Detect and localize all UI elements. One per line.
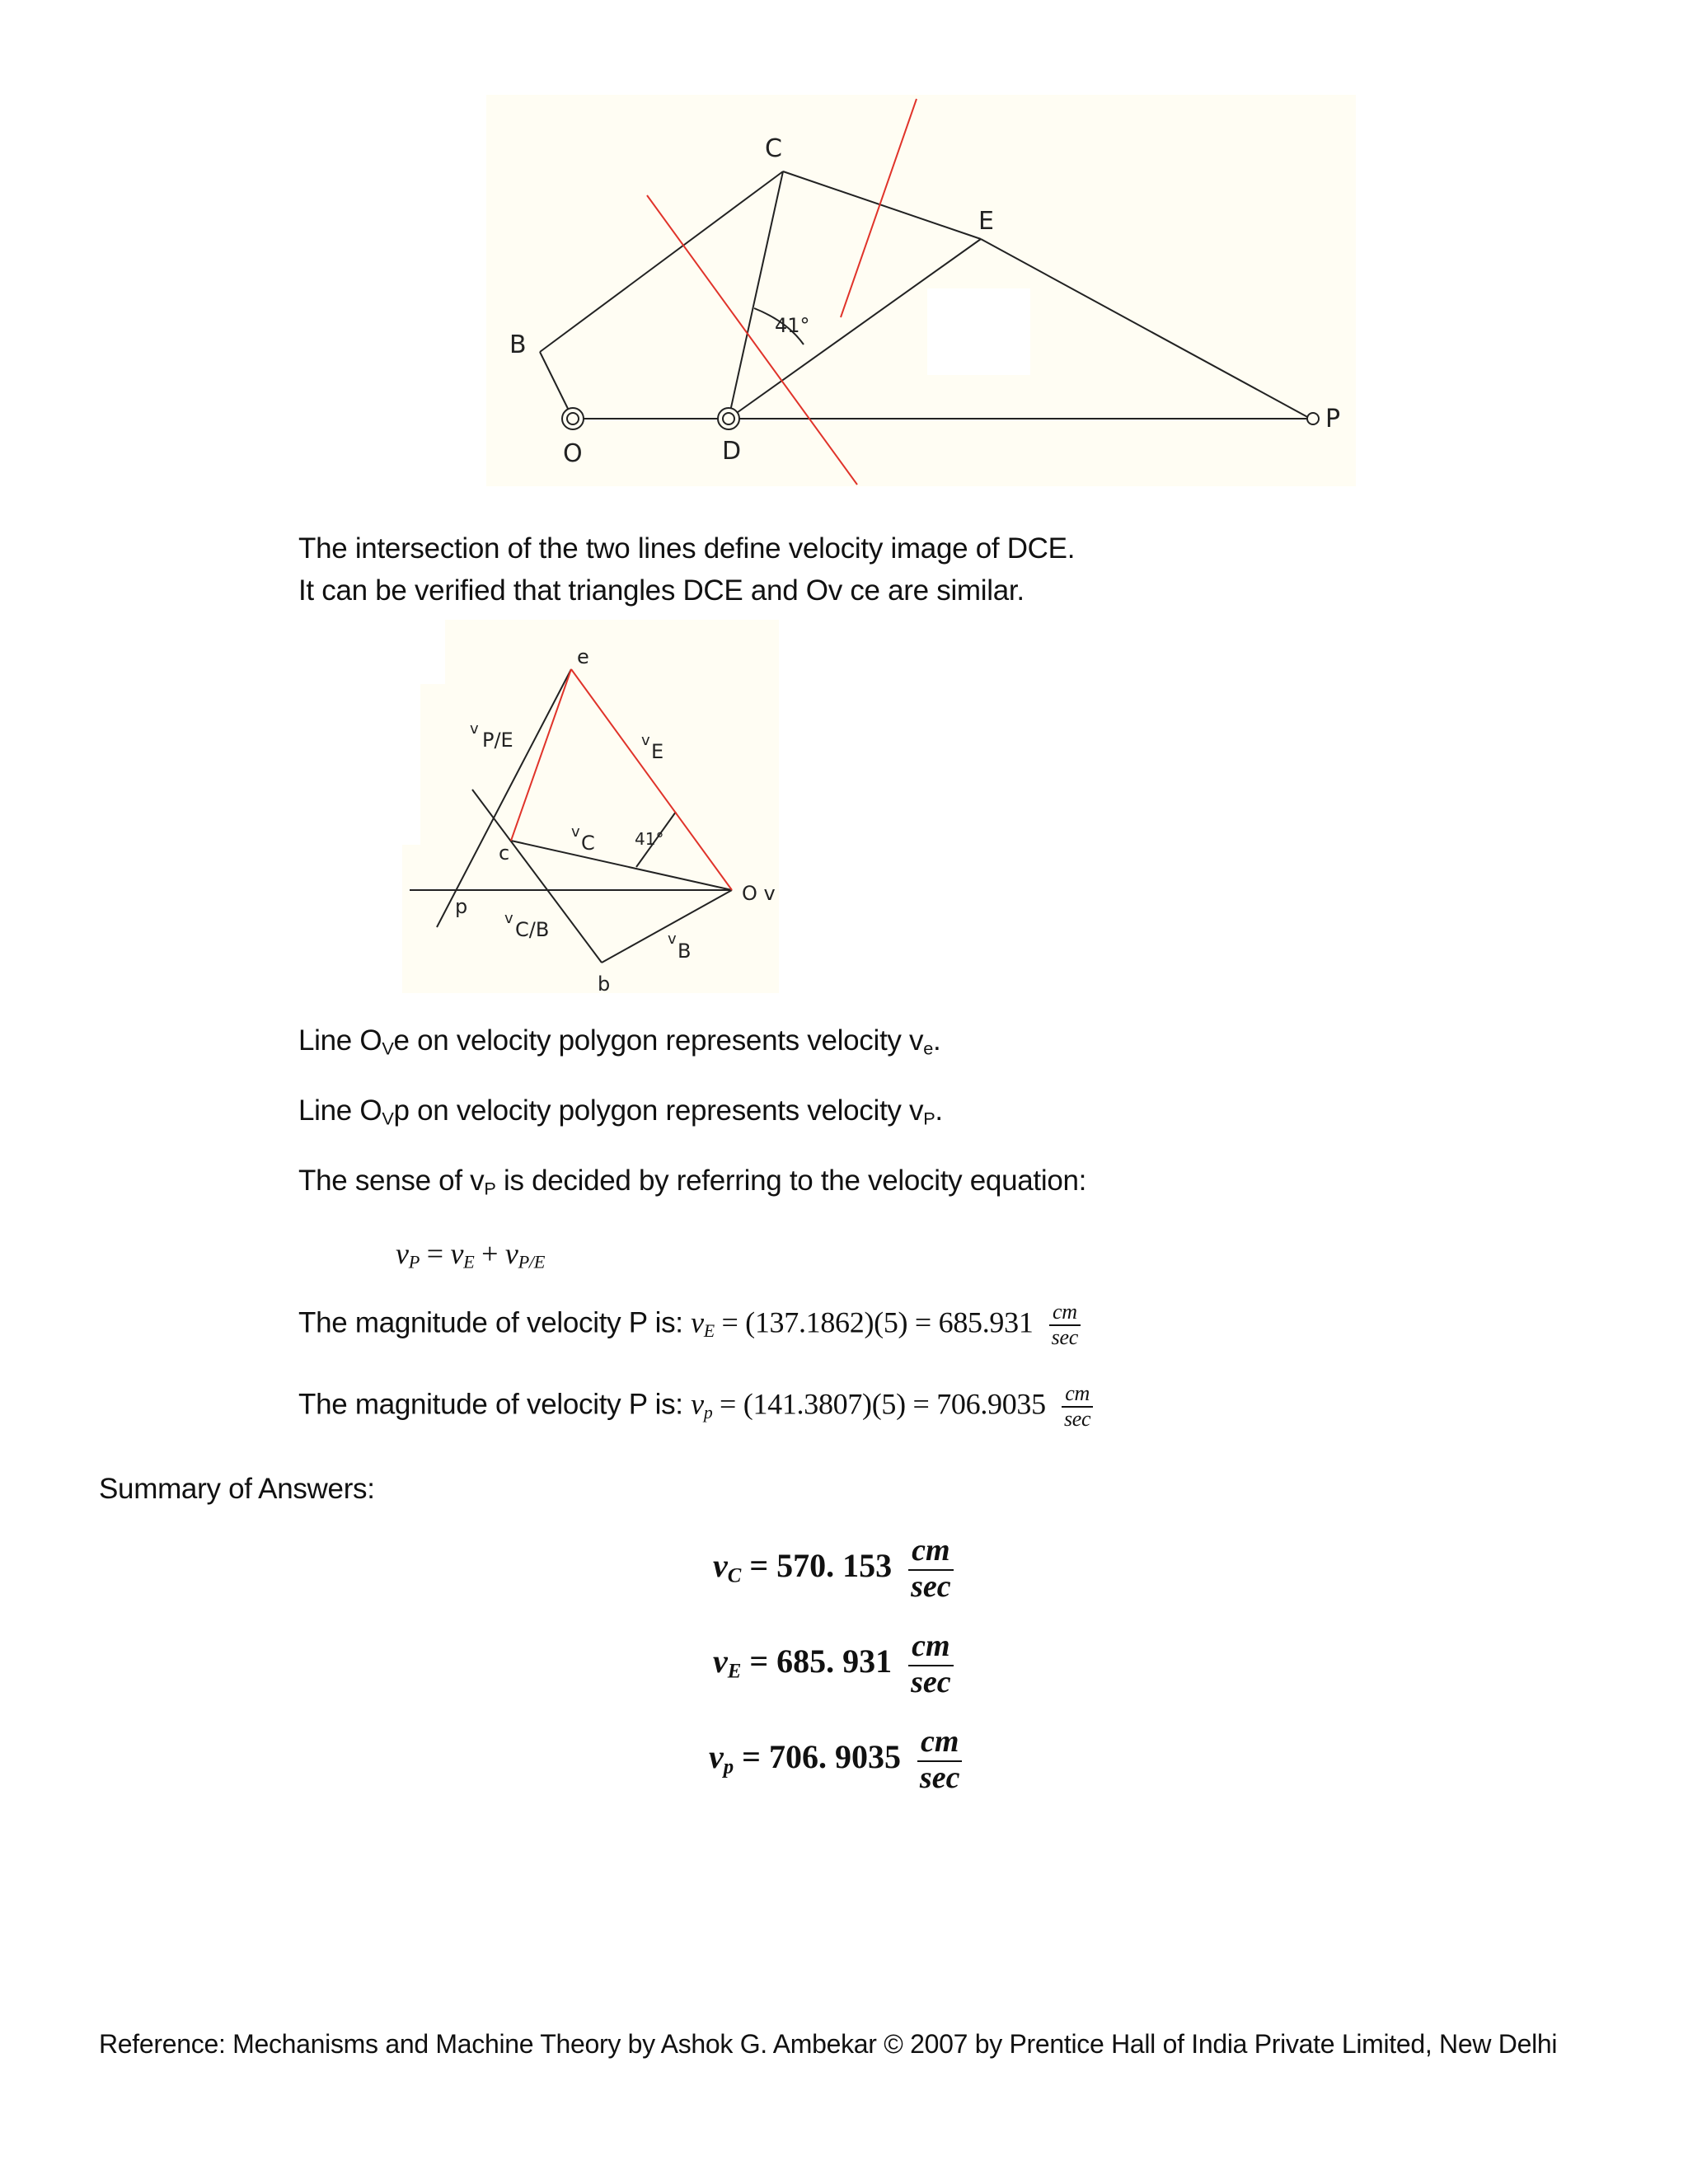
mag2-unit: [1062, 1382, 1093, 1431]
answer-vc-var: v: [713, 1547, 728, 1585]
answer-vc: [713, 1535, 954, 1604]
diagram-background: [486, 95, 1356, 486]
line-ove-pre: Line O: [298, 1024, 382, 1057]
answer-vc-unit: [908, 1535, 953, 1604]
eq-lhs-sub: P: [408, 1251, 420, 1272]
diagram-blank-patch: [927, 288, 1030, 375]
label-c: C: [765, 134, 782, 163]
pivot-d-inner: [723, 413, 734, 424]
line-ove-end-sub: e: [923, 1038, 933, 1059]
velocity-equation: [396, 1236, 545, 1273]
mag1-prefix: The magnitude of velocity P is:: [298, 1306, 692, 1339]
eq-term2: v: [504, 1237, 518, 1270]
polygon-background: [402, 620, 779, 993]
mag1-var-sub: E: [703, 1320, 715, 1341]
mag2-prefix: The magnitude of velocity P is:: [298, 1388, 692, 1421]
answer-vc-value: = 570. 153: [741, 1547, 893, 1585]
label-angle: 41°: [775, 314, 810, 337]
label-p-small: p: [455, 895, 468, 918]
label-c-small: c: [499, 841, 510, 865]
answer-ve-var: v: [713, 1643, 728, 1680]
mag1-unit-den: sec: [1051, 1325, 1078, 1350]
answer-vc-unit-num: cm: [908, 1535, 953, 1571]
answer-ve-unit-num: cm: [908, 1630, 953, 1666]
magnitude-line-ve: [298, 1301, 1081, 1349]
label-vcb-v: v: [504, 910, 513, 927]
mag1-unit-num: cm: [1049, 1301, 1081, 1326]
magnitude-line-vp: [298, 1382, 1093, 1431]
line-ove-post: e on velocity polygon represents velocity v: [393, 1024, 924, 1057]
label-b-small: b: [598, 972, 611, 995]
label-vb-v: v: [668, 930, 677, 948]
label-e: E: [978, 207, 994, 236]
paragraph-intersection: The intersection of the two lines define velocity image of DCE.: [298, 532, 1076, 565]
line-sense-sub: P: [484, 1178, 496, 1199]
mag2-var: v: [691, 1387, 704, 1421]
answer-vc-unit-den: sec: [911, 1568, 951, 1604]
label-p: P: [1325, 405, 1341, 434]
eq-term1: v: [450, 1237, 464, 1270]
answer-vc-sub: C: [727, 1564, 742, 1587]
eq-term1-sub: E: [463, 1251, 475, 1272]
line-ove-sub: V: [382, 1038, 394, 1059]
line-ove: [298, 1024, 940, 1059]
line-ovp-post: p on velocity polygon represents velocity v: [393, 1094, 924, 1127]
line-ovp-dot: .: [935, 1094, 943, 1127]
velocity-polygon-diagram: [402, 620, 781, 995]
mag2-unit-den: sec: [1063, 1407, 1091, 1432]
line-sense-post: is decided by referring to the velocity equation:: [495, 1165, 1087, 1197]
mag2-unit-num: cm: [1062, 1382, 1093, 1408]
label-b: B: [509, 330, 527, 359]
answer-vp-unit-den: sec: [919, 1760, 960, 1795]
reference-footer: Reference: Mechanisms and Machine Theory by Ashok G. Ambekar © 2007 by Prentice Hall of India Private Limited, New Delhi: [99, 2029, 1558, 2059]
answer-ve-value: = 685. 931: [741, 1643, 893, 1680]
mag1-var: v: [691, 1305, 704, 1339]
answer-ve-unit: [908, 1630, 953, 1699]
mechanism-diagram: [486, 95, 1356, 486]
answer-ve-unit-den: sec: [911, 1664, 951, 1699]
eq-equals: =: [420, 1237, 451, 1270]
paragraph-similar: It can be verified that triangles DCE and Ov ce are similar.: [298, 574, 1025, 607]
eq-plus: +: [474, 1237, 505, 1270]
label-d: D: [722, 437, 742, 466]
line-sense-pre: The sense of v: [298, 1165, 485, 1197]
answer-ve-sub: E: [727, 1660, 742, 1683]
answer-vp-value: = 706. 9035: [734, 1738, 901, 1776]
eq-lhs: v: [396, 1237, 409, 1270]
mag1-expr: = (137.1862)(5) = 685.931: [714, 1305, 1034, 1339]
line-ove-dot: .: [932, 1024, 941, 1057]
summary-heading: Summary of Answers:: [99, 1473, 375, 1505]
answer-vp-sub: p: [723, 1755, 734, 1779]
label-ov: O v: [742, 882, 776, 905]
answer-vp-unit: [917, 1726, 962, 1795]
line-sense: [298, 1165, 1086, 1199]
mag2-expr: = (141.3807)(5) = 706.9035: [712, 1387, 1046, 1421]
label-vc-v: v: [571, 823, 580, 841]
answer-vp: [709, 1726, 962, 1795]
answer-vp-var: v: [709, 1738, 724, 1776]
label-vpe-v: v: [470, 720, 479, 738]
label-vc-sub: C: [581, 832, 595, 855]
label-vb-sub: B: [678, 940, 692, 963]
label-ve-v: v: [641, 732, 650, 749]
label-vcb-sub: C/B: [515, 918, 550, 941]
label-ve-sub: E: [651, 740, 664, 763]
mag1-unit: [1049, 1301, 1081, 1349]
eq-term2-sub: P/E: [518, 1251, 546, 1272]
line-ovp: [298, 1094, 943, 1129]
line-ovp-sub: V: [382, 1108, 394, 1129]
label-angle-2: 41°: [635, 829, 664, 849]
label-vpe-sub: P/E: [482, 729, 513, 752]
answer-ve: [713, 1630, 954, 1699]
label-o: O: [563, 439, 583, 468]
line-ovp-pre: Line O: [298, 1094, 382, 1127]
pivot-p: [1307, 413, 1319, 424]
mag2-var-sub: p: [703, 1402, 713, 1422]
pivot-o-inner: [567, 413, 579, 424]
answer-vp-unit-num: cm: [917, 1726, 962, 1762]
line-ovp-end-sub: P: [923, 1108, 935, 1129]
label-e-small: e: [577, 645, 589, 668]
